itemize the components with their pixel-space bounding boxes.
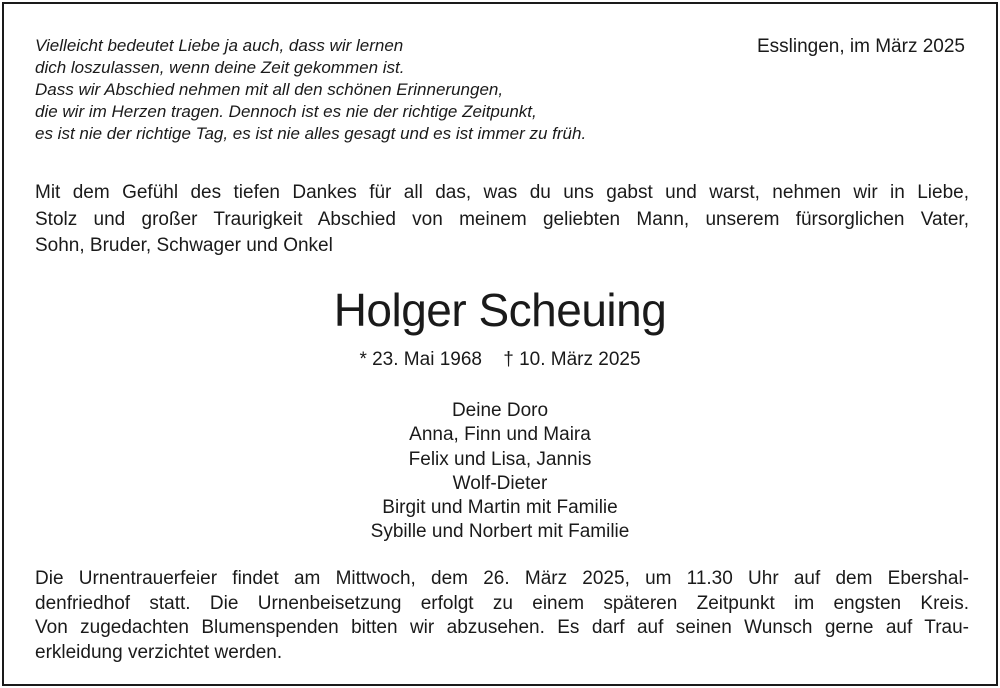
obituary-notice — [2, 2, 998, 686]
place-date: Esslingen, im März 2025 — [756, 36, 965, 57]
poem-line: dich loszulassen, wenn deine Zeit gekommen ist. — [35, 58, 405, 77]
mourners-list — [4, 399, 996, 545]
notice-line: denfriedhof statt. Die Urnenbeisetzung erfolgt zu einem späteren Zeitpunkt im engsten Kreis. — [35, 592, 969, 614]
poem-line: es ist nie der richtige Tag, es ist nie alles gesagt und es ist immer zu früh. — [35, 124, 587, 143]
intro-text — [35, 180, 969, 260]
mourner: Sybille und Norbert mit Familie — [370, 521, 630, 543]
poem-line: die wir im Herzen tragen. Dennoch ist es nie der richtige Zeitpunkt, — [35, 102, 537, 121]
poem — [35, 35, 715, 145]
life-dates — [4, 348, 996, 372]
mourner: Wolf-Dieter — [452, 472, 548, 494]
funeral-notice — [35, 567, 969, 665]
mourner: Felix und Lisa, Jannis — [408, 448, 592, 470]
notice-line: Die Urnentrauerfeier findet am Mittwoch, dem 26. März 2025, um 11.30 Uhr auf dem Ebershal- — [35, 568, 969, 589]
death-date: † 10. März 2025 — [503, 349, 641, 370]
notice-line: erkleidung verzichtet werden. — [35, 641, 283, 663]
deceased-name: Holger Scheuing — [333, 284, 667, 336]
poem-line: Vielleicht bedeutet Liebe ja auch, dass wir lernen — [35, 36, 404, 55]
intro-line: Sohn, Bruder, Schwager und Onkel — [35, 235, 333, 256]
mourner: Birgit und Martin mit Familie — [382, 497, 618, 519]
poem-line: Dass wir Abschied nehmen mit all den schönen Erinnerungen, — [35, 80, 504, 99]
intro-line: Mit dem Gefühl des tiefen Dankes für all das, was du uns gabst und warst, nehmen wir in Liebe, — [35, 182, 969, 203]
birth-date: * 23. Mai 1968 — [359, 349, 482, 370]
intro-line: Stolz und großer Traurigkeit Abschied von meinem geliebten Mann, unserem fürsorglichen Vater, — [35, 208, 969, 230]
mourner: Anna, Finn und Maira — [409, 424, 591, 446]
mourner: Deine Doro — [451, 400, 549, 421]
notice-line: Von zugedachten Blumenspenden bitten wir abzusehen. Es darf auf seinen Wunsch gerne auf Trau- — [35, 617, 969, 638]
